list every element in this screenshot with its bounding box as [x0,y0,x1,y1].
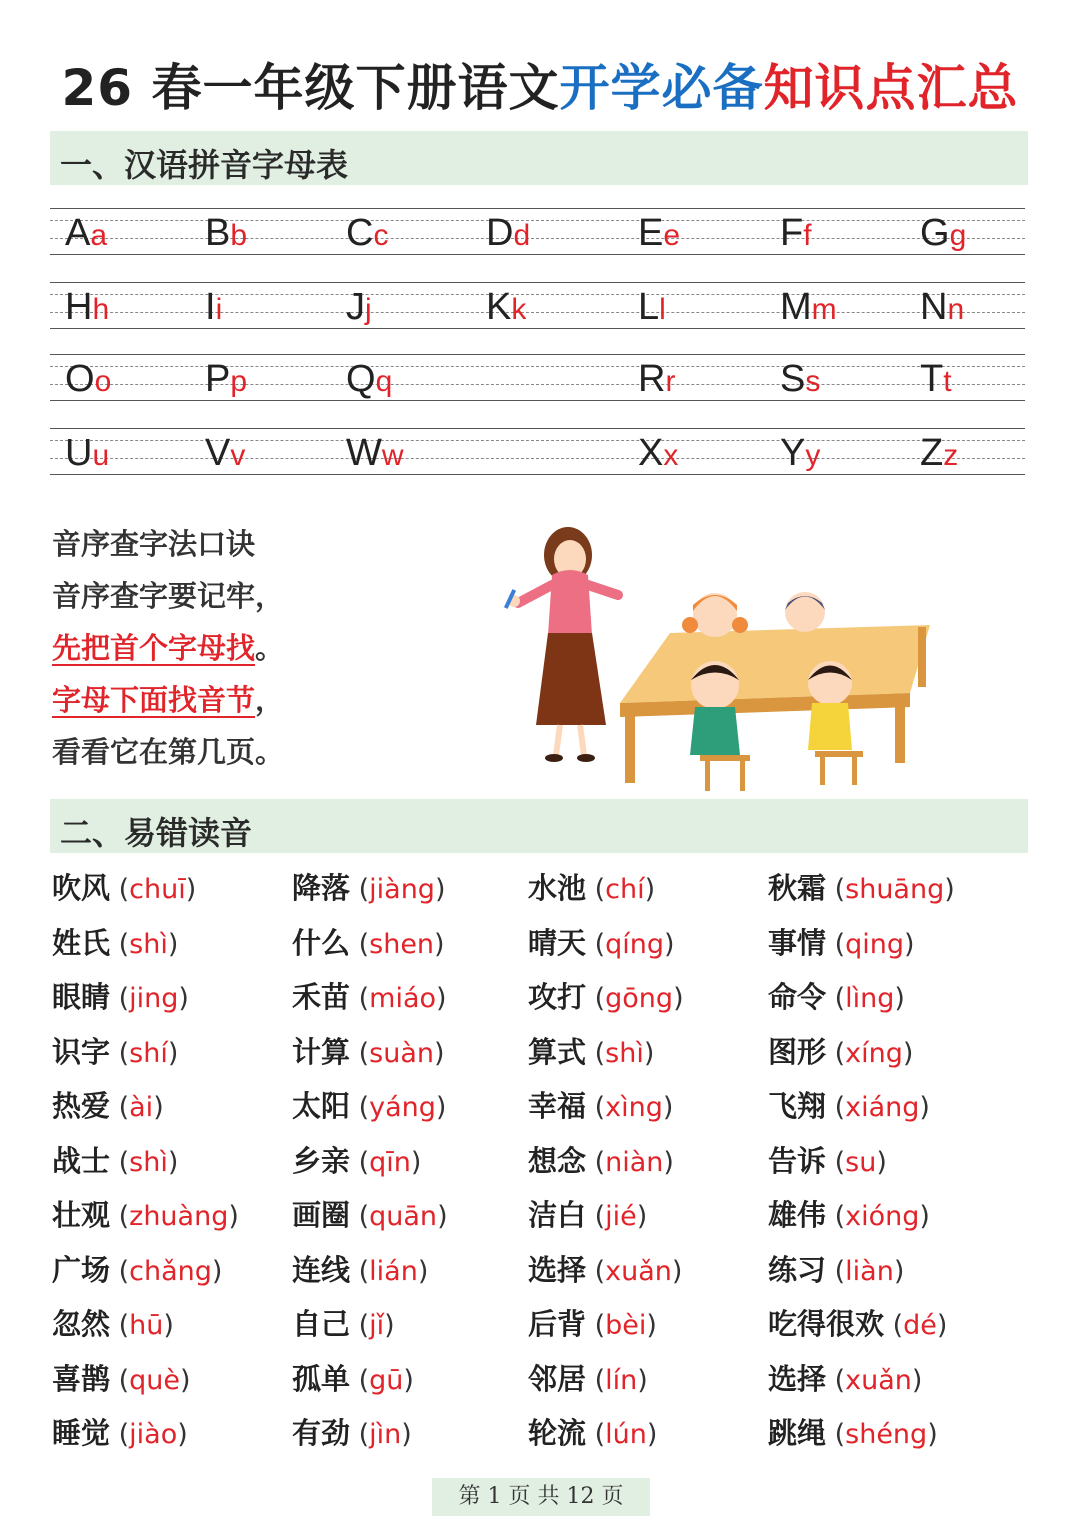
word-pinyin: jǐ [369,1310,385,1341]
word-hanzi: 吹风 [52,871,111,905]
word-pinyin: lún [605,1419,647,1450]
word-pinyin: jié [605,1201,637,1232]
word-pinyin: xuǎn [605,1256,672,1287]
lowercase-letter: q [375,365,393,398]
alphabet-letter [920,430,958,479]
ruled-line [50,208,1025,209]
word-hanzi: 邻居 [528,1362,587,1396]
word-hanzi: 吃得很欢 [768,1307,885,1341]
word-entry: 战士 (shì) [52,1144,179,1178]
word-hanzi: 画圈 [292,1198,351,1232]
alphabet-letter [780,210,812,259]
word-hanzi: 广场 [52,1253,111,1287]
word-pinyin: chuī [129,874,186,905]
word-hanzi: 选择 [528,1253,587,1287]
ruled-line [50,328,1025,329]
rhyme-block [52,518,284,778]
uppercase-letter: X [638,432,664,474]
lowercase-letter: b [230,219,248,252]
lowercase-letter: x [663,439,679,472]
word-entry: 图形 (xíng) [768,1035,914,1069]
word-hanzi: 孤单 [292,1362,351,1396]
word-pinyin: lián [369,1256,418,1287]
uppercase-letter: Q [346,358,376,400]
word-pinyin: shì [605,1038,644,1069]
word-hanzi: 算式 [528,1035,587,1069]
alphabet-letter [346,210,388,259]
word-entry: 自己 (jǐ) [292,1307,395,1341]
word-entry: 太阳 (yáng) [292,1089,447,1123]
alphabet-letter [920,284,964,333]
alphabet-letter [638,356,675,405]
word-hanzi: 想念 [528,1144,587,1178]
lowercase-letter: y [805,439,821,472]
page-footer: 第 1 页 共 12 页 [432,1478,650,1516]
word-hanzi: 连线 [292,1253,351,1287]
rhyme-line: 先把首个字母找。 [52,631,285,665]
lowercase-letter: f [803,219,812,252]
word-hanzi: 幸福 [528,1089,587,1123]
word-hanzi: 洁白 [528,1198,587,1232]
uppercase-letter: O [65,358,95,400]
alphabet-row [50,428,1025,478]
word-hanzi: 攻打 [528,980,587,1014]
word-entry: 广场 (chǎng) [52,1253,223,1287]
word-pinyin: xíng [845,1038,903,1069]
word-pinyin: shéng [845,1419,928,1450]
uppercase-letter: B [205,212,231,254]
alphabet-letter [65,284,109,333]
alphabet-letter [780,430,820,479]
ruled-line [50,294,1025,295]
word-hanzi: 太阳 [292,1089,351,1123]
word-hanzi: 眼睛 [52,980,111,1014]
word-entry: 练习 (liàn) [768,1253,905,1287]
word-pinyin: shuāng [845,874,945,905]
page-title [0,48,1080,120]
word-entry: 洁白 (jié) [528,1198,648,1232]
word-entry: 晴天 (qíng) [528,926,675,960]
lowercase-letter: v [230,439,246,472]
word-pinyin: zhuàng [129,1201,229,1232]
section-heading-pronunciation [50,799,1028,853]
ruled-line [50,384,1025,385]
word-entry: 计算 (suàn) [292,1035,445,1069]
uppercase-letter: V [205,432,231,474]
lowercase-letter: u [92,439,110,472]
word-pinyin: què [129,1365,181,1396]
title-part-2: 开学必备 [559,59,764,117]
word-entry: 幸福 (xìng) [528,1089,674,1123]
alphabet-letter [205,430,245,479]
word-entry: 邻居 (lín) [528,1362,648,1396]
lowercase-letter: l [659,293,666,326]
word-pinyin: gōng [605,983,674,1014]
lowercase-letter: r [665,365,676,398]
alphabet-letter [346,356,392,405]
word-pinyin: jìn [369,1419,402,1450]
alphabet-letter [486,210,530,259]
word-pinyin: gū [369,1365,404,1396]
word-pinyin: suàn [369,1038,434,1069]
lowercase-letter: k [511,293,527,326]
word-hanzi: 自己 [292,1307,351,1341]
word-pinyin: hū [129,1310,164,1341]
uppercase-letter: F [780,212,804,254]
word-entry: 有劲 (jìn) [292,1416,412,1450]
word-entry: 眼睛 (jing) [52,980,189,1014]
uppercase-letter: P [205,358,231,400]
word-hanzi: 有劲 [292,1416,351,1450]
word-entry: 选择 (xuǎn) [528,1253,683,1287]
word-hanzi: 图形 [768,1035,827,1069]
rhyme-title: 音序查字法口诀 [52,527,256,561]
table-figure [620,625,930,783]
word-pinyin: su [845,1147,877,1178]
ruled-line [50,312,1025,313]
word-hanzi: 雄伟 [768,1198,827,1232]
word-entry: 事情 (qing) [768,926,915,960]
lowercase-letter: o [94,365,112,398]
word-entry: 什么 (shen) [292,926,445,960]
word-pinyin: yáng [369,1092,436,1123]
rhyme-highlight: 先把首个字母找 [52,631,256,665]
word-pinyin: shì [129,1147,168,1178]
word-pinyin: chǎng [129,1256,212,1287]
uppercase-letter: D [486,212,514,254]
alphabet-letter [346,284,372,333]
uppercase-letter: H [65,286,93,328]
ruled-line [50,254,1025,255]
word-hanzi: 壮观 [52,1198,111,1232]
uppercase-letter: Z [920,432,944,474]
lowercase-letter: d [513,219,531,252]
word-hanzi: 事情 [768,926,827,960]
lowercase-letter: j [365,293,372,326]
lowercase-letter: h [92,293,110,326]
uppercase-letter: K [486,286,512,328]
ruled-line [50,282,1025,283]
word-hanzi: 秋霜 [768,871,827,905]
word-hanzi: 降落 [292,871,351,905]
word-pinyin: chí [605,874,645,905]
word-entry: 喜鹊 (què) [52,1362,191,1396]
alphabet-letter [486,284,526,333]
word-hanzi: 水池 [528,871,587,905]
word-entry: 吃得很欢 (dé) [768,1307,948,1341]
word-entry: 秋霜 (shuāng) [768,871,955,905]
word-hanzi: 后背 [528,1307,587,1341]
alphabet-letter [780,356,820,405]
word-entry: 算式 (shì) [528,1035,655,1069]
uppercase-letter: W [346,432,382,474]
rhyme-line: 字母下面找音节， [52,683,285,717]
classroom-illustration [500,515,950,795]
uppercase-letter: A [65,212,91,254]
title-part-1: 26 春一年级下册语文 [61,59,560,117]
word-hanzi: 练习 [768,1253,827,1287]
alphabet-letter [780,284,837,333]
word-hanzi: 姓氏 [52,926,111,960]
word-entry: 后背 (bèi) [528,1307,657,1341]
word-hanzi: 跳绳 [768,1416,827,1450]
word-entry: 孤单 (gū) [292,1362,414,1396]
uppercase-letter: C [346,212,374,254]
word-entry: 命令 (lìng) [768,980,905,1014]
lowercase-letter: t [943,365,952,398]
word-pinyin: quān [369,1201,438,1232]
uppercase-letter: S [780,358,806,400]
word-entry: 攻打 (gōng) [528,980,684,1014]
alphabet-letter [920,210,966,259]
section-heading-text: 一、汉语拼音字母表 [60,146,349,184]
uppercase-letter: E [638,212,664,254]
ruled-line [50,440,1025,441]
word-hanzi: 选择 [768,1362,827,1396]
alphabet-row [50,282,1025,332]
word-entry: 想念 (niàn) [528,1144,674,1178]
lowercase-letter: p [230,365,248,398]
alphabet-letter [65,430,109,479]
uppercase-letter: U [65,432,93,474]
ruled-line [50,474,1025,475]
word-pinyin: xìng [605,1092,663,1123]
uppercase-letter: L [638,286,660,328]
section-heading-text: 二、易错读音 [60,814,253,852]
rhyme-highlight: 字母下面找音节 [52,683,256,717]
word-hanzi: 忽然 [52,1307,111,1341]
rhyme-line: 音序查字要记牢， [52,579,285,613]
uppercase-letter: N [920,286,948,328]
alphabet-letter [638,284,666,333]
uppercase-letter: R [638,358,666,400]
word-entry: 乡亲 (qīn) [292,1144,422,1178]
word-pinyin: dé [903,1310,937,1341]
alphabet-letter [65,210,107,259]
word-pinyin: ài [129,1092,154,1123]
word-entry: 选择 (xuǎn) [768,1362,923,1396]
word-pinyin: shì [129,929,168,960]
word-pinyin: qing [845,929,905,960]
word-entry: 识字 (shí) [52,1035,179,1069]
word-hanzi: 喜鹊 [52,1362,111,1396]
word-pinyin: qíng [605,929,665,960]
alphabet-letter [346,430,404,479]
alphabet-letter [65,356,111,405]
uppercase-letter: M [780,286,812,328]
word-entry: 吹风 (chuī) [52,871,197,905]
word-entry: 姓氏 (shì) [52,926,179,960]
word-pinyin: jiào [129,1419,178,1450]
ruled-line [50,400,1025,401]
word-pinyin: lìng [845,983,895,1014]
lowercase-letter: e [663,219,681,252]
lowercase-letter: w [381,439,404,472]
word-entry: 忽然 (hū) [52,1307,174,1341]
word-pinyin: niàn [605,1147,664,1178]
word-entry: 禾苗 (miáo) [292,980,447,1014]
word-pinyin: shen [369,929,435,960]
title-part-3: 知识点汇总 [763,59,1019,117]
alphabet-letter [920,356,952,405]
word-hanzi: 什么 [292,926,351,960]
word-pinyin: xuǎn [845,1365,912,1396]
uppercase-letter: T [920,358,944,400]
word-pinyin: qīn [369,1147,411,1178]
lowercase-letter: s [805,365,821,398]
uppercase-letter: I [205,286,216,328]
word-pinyin: xióng [845,1201,920,1232]
word-pinyin: bèi [605,1310,647,1341]
lowercase-letter: c [373,219,389,252]
word-hanzi: 热爱 [52,1089,111,1123]
ruled-line [50,428,1025,429]
alphabet-row [50,354,1025,404]
word-hanzi: 乡亲 [292,1144,351,1178]
word-hanzi: 识字 [52,1035,111,1069]
word-hanzi: 轮流 [528,1416,587,1450]
word-entry: 睡觉 (jiào) [52,1416,188,1450]
uppercase-letter: Y [780,432,806,474]
lowercase-letter: a [90,219,108,252]
word-hanzi: 禾苗 [292,980,351,1014]
teacher-figure [504,527,618,762]
lowercase-letter: n [947,293,965,326]
word-pinyin: xiáng [845,1092,920,1123]
word-pinyin: jing [129,983,179,1014]
word-hanzi: 告诉 [768,1144,827,1178]
word-hanzi: 战士 [52,1144,111,1178]
lowercase-letter: m [811,293,837,326]
ruled-line [50,458,1025,459]
alphabet-letter [205,356,247,405]
word-pinyin: jiàng [369,874,435,905]
word-hanzi: 晴天 [528,926,587,960]
ruled-line [50,366,1025,367]
section-heading-alphabet [50,131,1028,185]
word-hanzi: 睡觉 [52,1416,111,1450]
rhyme-line: 看看它在第几页。 [52,735,285,769]
uppercase-letter: G [920,212,950,254]
word-pinyin: lín [605,1365,638,1396]
word-hanzi: 计算 [292,1035,351,1069]
ruled-line [50,220,1025,221]
alphabet-letter [638,430,678,479]
word-entry: 飞翔 (xiáng) [768,1089,930,1123]
word-hanzi: 飞翔 [768,1089,827,1123]
word-entry: 热爱 (ài) [52,1089,164,1123]
lowercase-letter: z [943,439,959,472]
word-entry: 壮观 (zhuàng) [52,1198,239,1232]
word-pinyin: miáo [369,983,437,1014]
alphabet-letter [205,284,222,333]
word-pinyin: liàn [845,1256,894,1287]
word-entry: 告诉 (su) [768,1144,887,1178]
ruled-line [50,238,1025,239]
alphabet-letter [638,210,680,259]
lowercase-letter: g [949,219,967,252]
lowercase-letter: i [215,293,223,326]
word-hanzi: 命令 [768,980,827,1014]
word-entry: 水池 (chí) [528,871,656,905]
word-entry: 跳绳 (shéng) [768,1416,938,1450]
word-pinyin: shí [129,1038,168,1069]
word-entry: 雄伟 (xióng) [768,1198,930,1232]
word-entry: 画圈 (quān) [292,1198,448,1232]
word-entry: 连线 (lián) [292,1253,429,1287]
ruled-line [50,354,1025,355]
alphabet-letter [205,210,247,259]
word-entry: 降落 (jiàng) [292,871,446,905]
word-entry: 轮流 (lún) [528,1416,658,1450]
alphabet-row [50,208,1025,258]
uppercase-letter: J [346,286,365,328]
